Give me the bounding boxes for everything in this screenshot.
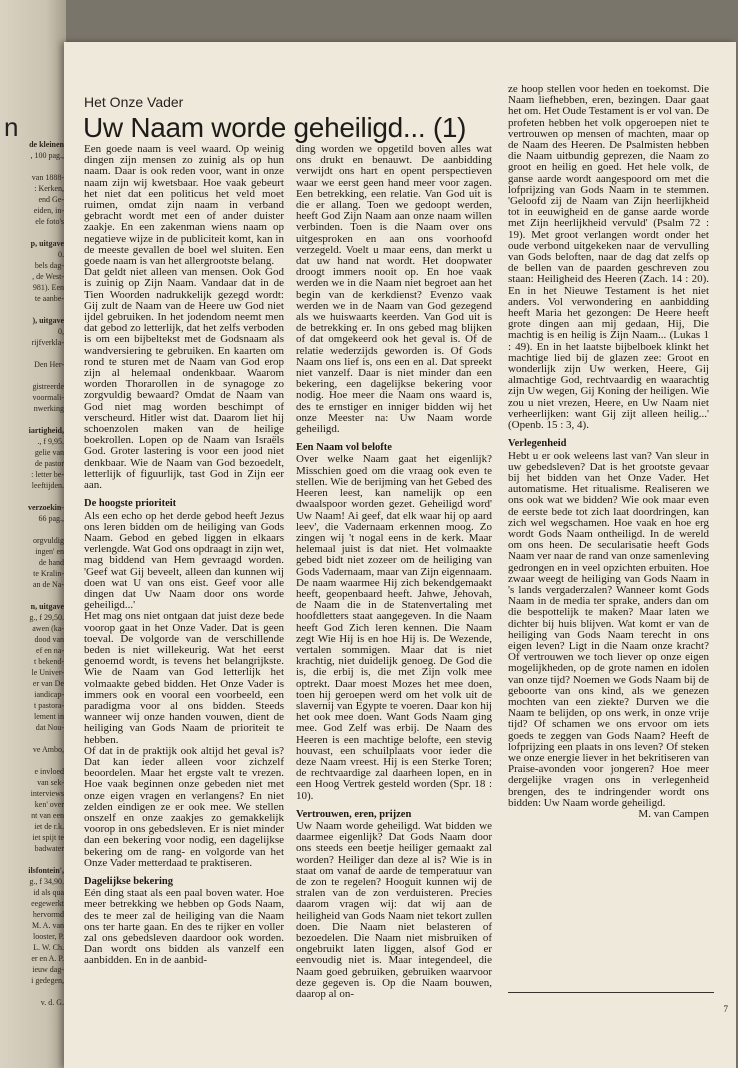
previous-page-line: hervormd bbox=[32, 910, 64, 919]
previous-page-line: gistreerde bbox=[32, 382, 64, 391]
subheading: Een Naam vol belofte bbox=[296, 442, 392, 454]
previous-page-line: : letter be- bbox=[31, 470, 64, 479]
previous-page-line: awen (ka- bbox=[32, 624, 64, 633]
previous-page-line: 66 pag., bbox=[38, 514, 64, 523]
paragraph: Als een echo op het derde gebod heeft Jezus ons leren bidden om de heiliging van Gods Naam. Gebod en gebed liggen in elkaars verlengde. Wat God ons opdraagt in zijn wet, mag biddend van Hem gevraagd worden. 'Geef wat Gij beveelt, alleen dan kunnen wij doen wat U van ons eist. Geef voor alle dingen dat Uw Naam door ons worde geheiligd...' bbox=[84, 509, 284, 612]
previous-page-line: 981). Een bbox=[32, 283, 64, 292]
previous-page-line: i gedegen, bbox=[31, 976, 64, 985]
previous-page-line bbox=[2, 525, 64, 534]
previous-page-strip bbox=[0, 0, 66, 1068]
previous-page-line: er en A. P. bbox=[31, 954, 64, 963]
previous-page-line bbox=[2, 734, 64, 743]
previous-page-line: bels dag- bbox=[34, 261, 64, 270]
previous-page-line: iet spijt te bbox=[32, 833, 64, 842]
paragraph: Over welke Naam gaat het eigenlijk? Misschien goed om die vraag ook even te stellen. Wie de berijming van het Gebed des Heeren leest, kan namelijk op een dwaalspoor worden gezet. Geheiligd word' Uw Naam! Ai geef, dat elk waar hij op aard leev', die Vadernaam erkennen moog. Zo zingen wij 't nogal eens in de kerk. Maar helemaal juist is dat niet. Het volmaakte gebed bidt niet zozeer om de heiliging van Gods Vadernaam, maar van Zijn eigennaam. De naam waarmee Hij zich bekendgemaakt heeft, geopenbaard heeft. Jahwe, Jehovah, de Naam die in de Statenvertaling met hoofdletters staat aangegeven. In die Naam heeft God Zich leren kennen. Die Naam zegt Wie Hij is en hoe Hij is. De Wezende, vertalen sommigen. Maar dat is niet krachtig, niet duidelijk genoeg. De God die is, die erbij is, die met Zijn volk mee optrekt. Daar moest Mozes het mee doen, toen hij geroepen werd om het volk uit de slavernij van Egypte te voeren. Daar kon hij het ook mee doen. Want Gods Naam ging mee. God Zelf was erbij. De Naam des Heeren is een machtige belofte, een stevig houvast, een schuilplaats voor ieder die deze Naam vreest. Hij is een Sterke Toren; de rechtvaardige zal daarheen lopen, en in een Hoog Vertrek gesteld worden (Spr. 18 : 10). bbox=[296, 453, 492, 802]
previous-page-line: an de Na- bbox=[32, 580, 64, 589]
paragraph: ze hoop stellen voor heden en toekomst. Die Naam liefhebben, eren, bezingen. Daar gaat het om. Het Oude Testament is er vol van. De profeten hebben het volk opgeroepen niet te vertrouwen op mensen of machten, maar op de Naam des Heeren. De Psalmisten hebben die Naam uitbundig geprezen, die Naam zo groot en heilig en goed. Het hele volk, de ganse aarde wordt aangespoord om met die lofprijzing van Gods Naam in te stemmen. 'Geloofd zij de Naam van Zijn heerlijkheid tot in eeuwigheid en de ganse aarde worde met Zijn heerlijkheid vervuld' (Psalm 72 : 19). Met groot verlangen wordt onder het oude verbond uitgekeken naar de vervulling van Gods beloften, naar de dag dat zelfs op de bellen van de paarden geschreven zou staan: Heiligheid des Heeren (Zach. 14 : 20). En in het Nieuwe Testament is het niet anders. Vol verwondering en aanbidding heeft Maria het gezongen: De Heere heeft grote dingen aan mij gedaan, Hij, Die machtig is en heilig is Zijn Naam... (Lukas 1 : 49). En in het laatste bijbelboek klinkt het machtige lied bij de glazen zee: Groot en wonderlijk zijn Uw werken, Heere, Gij almachtige God, rechtvaardig en waarachtig zijn Uw wegen, Gij Koning der heiligen. Wie zou u niet vrezen, Heere, en Uw Naam niet verheerlijken: want Gij zijt alleen heilig...' (Openb. 15 : 3, 4). bbox=[508, 83, 709, 432]
paragraph: Een goede naam is veel waard. Op weinig dingen zijn mensen zo zuinig als op hun naam. Daar is ook reden voor, want in onze naam zijn wij kwetsbaar. Hoe vaak gebeurt het niet dat een politicus het veld moet ruimen, omdat zijn naam in verband gebracht wordt met een of ander duister zaakje. En een zakenman wiens naam op negatieve wijze in de publiciteit komt, kan in de meeste gevallen de boel wel sluiten. Een goede naam is van het allergrootste belang. bbox=[84, 143, 284, 268]
paragraph: ding worden we opgetild boven alles wat ons drukt en benauwt. De aanbidding verwijdt ons hart en opent perspectieven waar we eerst geen hand meer voor zagen. Een betrekking, een relatie. Van God uit is die er allang. Toen we gedoopt werden, heeft God Zijn Naam aan onze naam willen verbinden. Toen is die Naam over ons uitgesproken en aan ons voorhoofd verzegeld. Voelt u maar eens, dan merkt u dat uw hand nat wordt. Het doopwater droogt immers nooit op. En hoe vaak werden we in die Naam niet begroet aan het begin van de kerkdienst? Evenzo vaak werden we in de Naam van God gezegend als we huiswaarts keerden. Van God uit is de betrekking er. In ons gebed mag blijken of dat omgekeerd ook het geval is. Of de relatie wederzijds geworden is. Of Gods Naam ons lief is, ons een en al. Dat spreekt niet vanzelf. Daar is niet minder dan een bekering, een dagelijkse bekering voor nodig. Hoe meer die Naam ons waard is, des te ernstiger en inniger bidden wij het onze Meester na: Uw Naam worde geheiligd. bbox=[296, 143, 492, 436]
previous-page-line: ve Ambo, bbox=[32, 745, 64, 754]
previous-page-line: de pastor bbox=[34, 459, 64, 468]
column-2 bbox=[296, 144, 492, 1026]
previous-page-line: badwater bbox=[34, 844, 64, 853]
previous-page-line: L. W. Ch. bbox=[33, 943, 64, 952]
previous-page-line: ieuw dag- bbox=[32, 965, 64, 974]
previous-page-line: n, uitgave bbox=[30, 602, 64, 611]
author-signature: M. van Campen bbox=[638, 808, 709, 820]
previous-page-line: rijfverkla- bbox=[31, 338, 64, 347]
previous-page-line: t pastora- bbox=[34, 701, 64, 710]
previous-page-line: er van De bbox=[32, 679, 64, 688]
previous-page-line: ken' over bbox=[34, 800, 64, 809]
previous-page-line: iandicap- bbox=[34, 690, 64, 699]
previous-page-line: Den Her- bbox=[34, 360, 64, 369]
previous-page-line: lement in bbox=[34, 712, 64, 721]
previous-page-line bbox=[2, 162, 64, 171]
column-3 bbox=[508, 84, 709, 984]
paragraph: Of dat in de praktijk ook altijd het geval is? Dat kan ieder alleen voor zichzelf beoordelen. Maar het ergste valt te vrezen. Hoe vaak beginnen onze gebeden niet met onze eigen vragen en verlangens? En niet zelden eindigen ze er ook mee. We stellen onszelf en onze zaakjes zo gemakkelijk voorop in ons gebedsleven. Er is niet minder dan een bekering voor nodig, een dagelijkse bekering om de rang- en volgorde van het Onze Vader metterdaad te praktiseren. bbox=[84, 744, 284, 869]
previous-page-line bbox=[2, 371, 64, 380]
previous-page-line bbox=[2, 756, 64, 765]
previous-page-line: orgvuldig bbox=[33, 536, 64, 545]
previous-page-line: van 1888- bbox=[31, 173, 64, 182]
previous-page-line: e invloed bbox=[34, 767, 64, 776]
previous-page-line bbox=[2, 591, 64, 600]
previous-page-line: ), uitgave bbox=[32, 316, 64, 325]
page-number: 7 bbox=[723, 1004, 728, 1014]
previous-page-line: , 100 pag., bbox=[30, 151, 64, 160]
previous-page-line: v. d. G. bbox=[40, 998, 64, 1007]
subheading: De hoogste prioriteit bbox=[84, 498, 177, 510]
previous-page-line: ilsfontein', bbox=[28, 866, 64, 875]
previous-page-line: nwerking bbox=[33, 404, 64, 413]
previous-page-line bbox=[2, 349, 64, 358]
previous-page-line: te aanbe- bbox=[34, 294, 64, 303]
previous-page-line: verzoekin- bbox=[28, 503, 64, 512]
previous-page-line: gelie van bbox=[34, 448, 64, 457]
previous-page-line: dood van bbox=[34, 635, 64, 644]
previous-page-line: iet de r.k. bbox=[34, 822, 64, 831]
paragraph: Hebt u er ook weleens last van? Van sleur in uw gebedsleven? Dat is het grootste gevaar bij het bidden van het Onze Vader. Het automatisme. Het ritualisme. Realiseren we ons ook wat we bidden? Wie ook maar even de eerste bede tot zich laat doordringen, kan zich wel wegschamen. Hoe vaak en hoe erg wordt Gods Naam ontheiligd. In de wereld om ons heen. De secularisatie heeft Gods Naam ver naar de rand van onze samenleving gedrongen en in veel opzichten erbuiten. Hoe zwaar weegt de heiliging van Gods Naam in 's lands vergaderzalen? Wanneer komt Gods Naam in de media ter sprake, anders dan om die bespottelijk te maken? Maar laten we dichter bij huis blijven. Wat komt er van de heiliging van Gods Naam terecht in ons eigen leven? Ligt in die Naam onze kracht? Of vertrouwen we toch liever op onze eigen mogelijkheden, op de grote namen en idolen van onze tijd? Noemen we Gods Naam bij de geboorte van ons kind, als we genezen mochten van een ziekte? Durven we die Naam te belijden, op ons werk, in onze vrije tijd? Of schamen we ons ervoor om iets goeds te zeggen van Gods Naam? Heeft de lofprijzing een plaats in ons leven? Of steken we onze energie liever in het bekritiseren van Praise-avonden voor jongeren? Hoe meer dergelijke vragen ons in verlegenheid brengen, des te indringender wordt ons bidden: Uw Naam worde geheiligd. bbox=[508, 449, 709, 809]
paragraph: Eén ding staat als een paal boven water. Hoe meer betrekking we hebben op Gods Naam, des te meer zal de heiliging van die Naam ons ter harte gaan. En des te rijker en voller zal ons gebedsleven daardoor ook worden. Dan wordt ons bidden als vanzelf een aanbidden. En in de aanbid- bbox=[84, 887, 284, 967]
previous-page-line: eiden, in- bbox=[33, 206, 64, 215]
paragraph: Uw Naam worde geheiligd. Wat bidden we daarmee eigenlijk? Dat Gods Naam door ons steeds een beetje heiliger gemaakt zal worden? Heiliger dan deze al is? Wie is in staat om vanaf de aarde de temperatuur van de zon te regelen? Hooguit kunnen wij de stralen van de zon verduisteren. Precies daarom vragen wij: dat wij aan de heiligheid van Gods Naam niet tekort zullen doen. Die Naam niet belasteren of bezoedelen. Die Naam niet misbruiken of ongebruikt laten liggen, alsof God er eenvoudig niet is. Maar integendeel, die Naam goed gebruiken, gebruiken waarvoor deze gegeven is. Op die Naam bouwen, daarop al on- bbox=[296, 819, 492, 1001]
subheading: Verlegenheid bbox=[508, 438, 567, 450]
previous-page-line bbox=[2, 987, 64, 996]
previous-page-line: dat Nou- bbox=[35, 723, 64, 732]
previous-page-line: g., f 34,90. bbox=[29, 877, 64, 886]
previous-page-line bbox=[2, 492, 64, 501]
previous-page-line: leeftijden. bbox=[31, 481, 64, 490]
previous-page-line: end Ge- bbox=[38, 195, 64, 204]
article-page bbox=[64, 42, 736, 1068]
previous-page-line: 0, bbox=[58, 327, 64, 336]
previous-page-line: : Kerken, bbox=[34, 184, 64, 193]
previous-page-line: ingen' en bbox=[35, 547, 64, 556]
previous-page-line: eegewerkt bbox=[31, 899, 64, 908]
subheading: Dagelijkse bekering bbox=[84, 876, 173, 887]
previous-page-line: de kleinen bbox=[29, 140, 64, 149]
previous-page-line: te Kralin- bbox=[33, 569, 64, 578]
previous-page-line: ele foto's bbox=[35, 217, 64, 226]
previous-page-line bbox=[2, 228, 64, 237]
previous-page-line bbox=[2, 855, 64, 864]
previous-page-big-letter: n bbox=[4, 112, 19, 142]
previous-page-line: interviews bbox=[30, 789, 64, 798]
previous-page-line: p, uitgave bbox=[30, 239, 64, 248]
previous-page-line: van sek- bbox=[37, 778, 64, 787]
previous-page-line: ef en na- bbox=[36, 646, 64, 655]
previous-page-line: iartigheid, bbox=[28, 426, 64, 435]
previous-page-line: t bekend- bbox=[34, 657, 64, 666]
previous-page-line: le Univer- bbox=[31, 668, 64, 677]
series-kicker: Het Onze Vader bbox=[84, 94, 184, 110]
previous-page-line: id als qua bbox=[33, 888, 64, 897]
paragraph: Het mag ons niet ontgaan dat juist deze bede voorop gaat in het Onze Vader. Dat is geen toeval. De volgorde van de verschillende beden is niet willekeurig. Wat het eerst genoemd wordt, is tevens het belangrijkste. Wie de Naam van God letterlijk het volmaakte gebed bidden. Het Onze Vader is immers ook en vooral een voorbeeld, een paradigma voor al ons bidden. Steeds wanneer wij onze handen vouwen, dient de heiliging van Gods Naam de prioriteit te hebben. bbox=[84, 610, 284, 746]
subheading: Vertrouwen, eren, prijzen bbox=[296, 808, 412, 820]
previous-page-line: de hand bbox=[38, 558, 64, 567]
previous-page-line: nt van een bbox=[31, 811, 64, 820]
previous-page-line bbox=[2, 415, 64, 424]
previous-page-line: voormali- bbox=[32, 393, 64, 402]
previous-page-line: looster, P. bbox=[32, 932, 64, 941]
column-end-rule bbox=[508, 992, 714, 993]
previous-page-line: ., f 9,95. bbox=[37, 437, 64, 446]
previous-page-line: , de West- bbox=[32, 272, 64, 281]
previous-page-line: M. A. van bbox=[32, 921, 64, 930]
previous-page-line bbox=[2, 305, 64, 314]
column-1 bbox=[84, 144, 284, 1026]
article-title: Uw Naam worde geheiligd... (1) bbox=[83, 112, 467, 143]
previous-page-line: g., f 29,50. bbox=[29, 613, 64, 622]
paragraph: Dat geldt niet alleen van mensen. Ook God is zuinig op Zijn Naam. Vandaar dat in de Tien Woorden nadrukkelijk gezegd wordt: Gij zult de Naam van de Heere uw God niet ijdel gebruiken. In het jodendom neemt men dat gebod zo letterlijk, dat het zelfs verboden is om een bijbeltekst met de Godsnaam als wandversiering te gebruiken. En kaarten om rond te sturen met de Naam van God erop zijn al helemaal ondenkbaar. Waarom worden Thorarollen in de synagoge zo zorgvuldig bewaard? Omdat de Naam van God niet mag worden beschimpt of verscheurd. Hitler wist dat. Daarom liet hij schoenzolen maken van de heilige boekrollen. Lopen op de Naam van Israëls God. Groter lastering is voor een jood niet denkbaar. Wie de Naam van God bezoedelt, letterlijk of figuurlijk, tast God in Zijn eer aan. bbox=[84, 266, 284, 492]
previous-page-line: 0. bbox=[58, 250, 64, 259]
